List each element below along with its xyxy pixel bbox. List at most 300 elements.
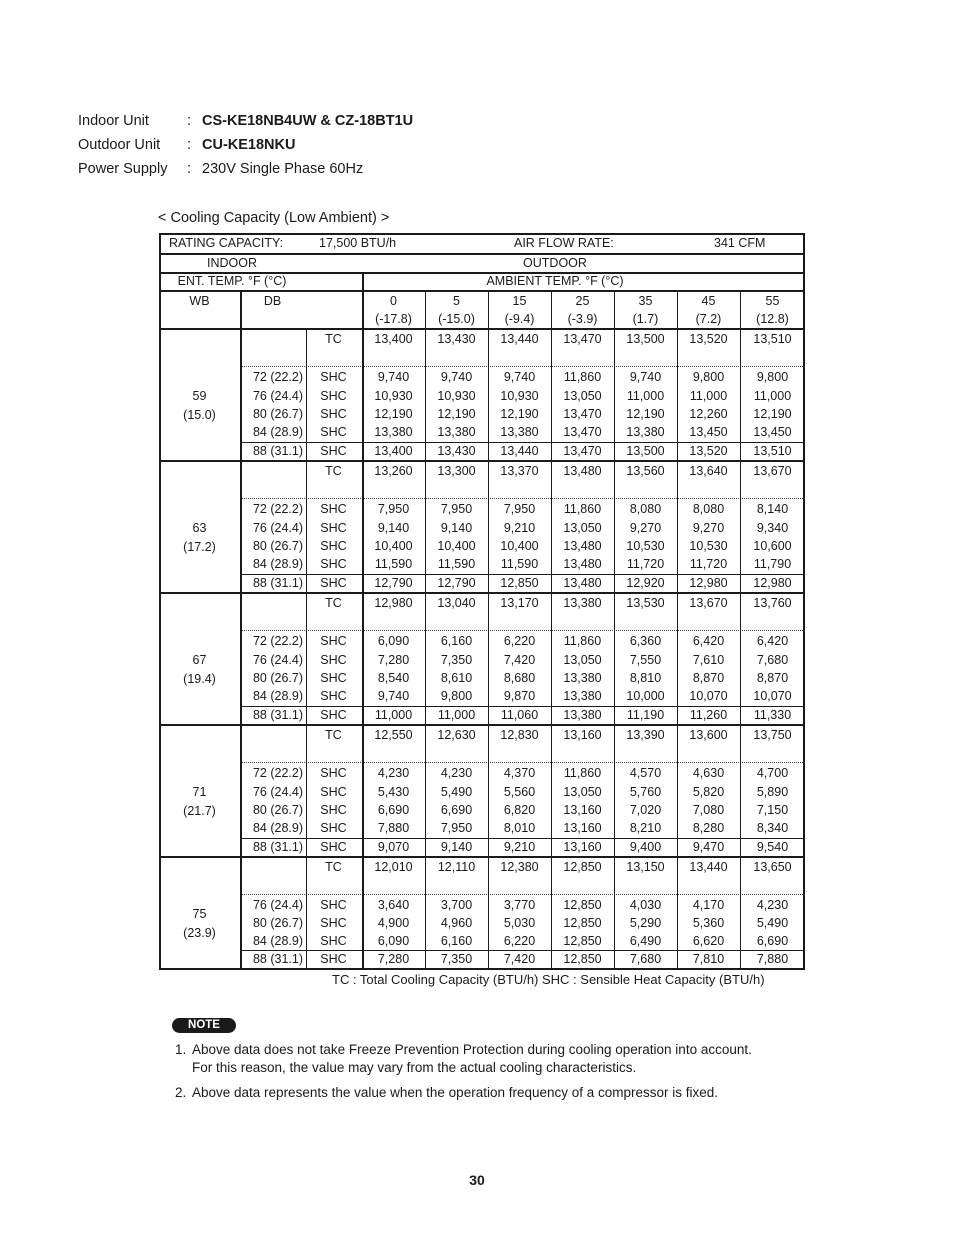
tc-value: 13,600 — [689, 728, 728, 742]
tc-value: 13,400 — [374, 332, 413, 346]
shc-value: 6,160 — [440, 934, 473, 948]
shc-value: 10,930 — [500, 388, 539, 403]
shc-value: 13,380 — [563, 707, 602, 722]
ambient-col-c: (-15.0) — [438, 312, 475, 326]
page-number: 30 — [469, 1172, 485, 1188]
shc-value: 6,360 — [629, 634, 662, 649]
tc-value: 13,370 — [500, 464, 539, 478]
shc-value: 4,900 — [377, 916, 410, 930]
ambient-col-c: (-9.4) — [504, 312, 535, 326]
shc-value: 11,190 — [626, 707, 665, 722]
shc-label: SHC — [320, 839, 347, 854]
db-value: 80 (26.7) — [252, 539, 303, 553]
shc-value: 13,380 — [563, 671, 602, 685]
shc-value: 11,860 — [563, 370, 602, 385]
shc-value: 12,190 — [437, 407, 476, 421]
shc-value: 12,980 — [753, 575, 792, 590]
shc-value: 8,080 — [692, 502, 725, 517]
shc-value: 7,350 — [440, 652, 473, 667]
shc-value: 11,860 — [563, 766, 602, 781]
shc-value: 12,790 — [437, 575, 476, 590]
tc-value: 13,520 — [689, 332, 728, 346]
shc-value: 5,290 — [629, 916, 662, 930]
shc-value: 9,270 — [692, 520, 725, 535]
table-dotted-rule — [240, 498, 805, 499]
shc-value: 12,190 — [500, 407, 539, 421]
tc-value: 13,480 — [563, 464, 602, 478]
shc-value: 12,850 — [500, 575, 539, 590]
shc-value: 13,050 — [563, 388, 602, 403]
shc-value: 13,470 — [563, 407, 602, 421]
shc-value: 5,360 — [692, 916, 725, 930]
shc-value: 13,160 — [563, 803, 602, 817]
indoor-unit-sep: : — [187, 113, 192, 129]
shc-value: 5,560 — [503, 784, 536, 799]
shc-value: 13,380 — [374, 425, 413, 440]
shc-value: 7,080 — [692, 803, 725, 817]
db-value: 88 (31.1) — [252, 707, 303, 722]
air-flow-rate-value: 341 CFM — [714, 236, 766, 250]
table-rule — [240, 574, 805, 575]
wb-value: 59 — [192, 389, 207, 403]
shc-value: 13,050 — [563, 520, 602, 535]
shc-value: 12,920 — [626, 575, 665, 590]
table-rule — [159, 328, 805, 330]
shc-value: 11,590 — [374, 557, 413, 572]
db-value: 84 (28.9) — [252, 934, 303, 948]
table-dotted-rule — [240, 630, 805, 631]
shc-value: 7,550 — [629, 652, 662, 667]
air-flow-rate-label: AIR FLOW RATE: — [514, 236, 614, 250]
shc-value: 9,740 — [503, 370, 536, 385]
db-value: 80 (26.7) — [252, 803, 303, 817]
db-value: 76 (24.4) — [252, 520, 303, 535]
shc-value: 9,070 — [377, 839, 410, 854]
power-supply-label: Power Supply — [78, 161, 168, 177]
tc-value: 13,650 — [753, 860, 792, 874]
shc-value: 13,380 — [500, 425, 539, 440]
table-rule — [425, 290, 426, 970]
note-text: Above data represents the value when the operation frequency of a compressor is fixed. — [192, 1085, 719, 1100]
wb-value-c: (19.4) — [183, 672, 216, 686]
shc-value: 12,190 — [626, 407, 665, 421]
outdoor-unit-value: CU-KE18NKU — [202, 137, 296, 153]
shc-value: 6,090 — [377, 634, 410, 649]
shc-label: SHC — [320, 934, 347, 948]
db-value: 88 (31.1) — [252, 575, 303, 590]
shc-label: SHC — [320, 502, 347, 517]
shc-value: 7,880 — [756, 952, 789, 966]
tc-label: TC — [325, 596, 342, 610]
shc-value: 8,810 — [629, 671, 662, 685]
rating-capacity-label: RATING CAPACITY: — [169, 236, 284, 250]
shc-value: 12,850 — [563, 952, 602, 966]
table-legend: TC : Total Cooling Capacity (BTU/h) SHC : Sensible Heat Capacity (BTU/h) — [332, 972, 765, 987]
outdoor-header: OUTDOOR — [523, 256, 587, 270]
rating-capacity-value: 17,500 BTU/h — [319, 236, 397, 250]
table-rule — [159, 724, 805, 726]
table-title: < Cooling Capacity (Low Ambient) > — [158, 210, 390, 226]
table-rule — [240, 442, 805, 443]
ambient-col-f: 25 — [575, 294, 590, 308]
ambient-col-c: (7.2) — [695, 312, 722, 326]
table-dotted-rule — [240, 762, 805, 763]
shc-value: 9,740 — [629, 370, 662, 385]
table-rule — [306, 328, 307, 970]
cooling-capacity-table — [159, 233, 805, 970]
shc-value: 6,820 — [503, 803, 536, 817]
shc-value: 13,160 — [563, 839, 602, 854]
shc-value: 5,820 — [692, 784, 725, 799]
tc-label: TC — [325, 860, 342, 874]
wb-value: 67 — [192, 653, 207, 667]
db-value: 88 (31.1) — [252, 952, 303, 966]
shc-value: 3,700 — [440, 898, 473, 912]
wb-value: 75 — [192, 907, 207, 921]
note-item — [175, 1041, 752, 1077]
shc-value: 9,800 — [756, 370, 789, 385]
ambient-temp-header: AMBIENT TEMP. °F (°C) — [486, 274, 624, 288]
shc-value: 4,230 — [756, 898, 789, 912]
shc-label: SHC — [320, 766, 347, 781]
shc-value: 6,160 — [440, 634, 473, 649]
tc-label: TC — [325, 332, 342, 346]
ambient-col-f: 55 — [765, 294, 780, 308]
shc-value: 8,540 — [377, 671, 410, 685]
shc-value: 5,030 — [503, 916, 536, 930]
shc-value: 5,490 — [756, 916, 789, 930]
shc-value: 9,270 — [629, 520, 662, 535]
outdoor-unit-label: Outdoor Unit — [78, 137, 161, 153]
shc-label: SHC — [320, 557, 347, 572]
note-text: Above data does not take Freeze Prevention Protection during cooling operation into account. — [192, 1042, 752, 1057]
shc-value: 11,000 — [437, 707, 476, 722]
indoor-unit-value: CS-KE18NB4UW & CZ-18BT1U — [202, 113, 414, 129]
ambient-col-c: (-3.9) — [567, 312, 598, 326]
shc-value: 6,620 — [692, 934, 725, 948]
shc-value: 9,140 — [377, 520, 410, 535]
shc-value: 7,420 — [503, 652, 536, 667]
shc-value: 10,000 — [626, 689, 665, 704]
shc-value: 9,470 — [692, 839, 725, 854]
ambient-col-c: (1.7) — [632, 312, 659, 326]
shc-value: 3,640 — [377, 898, 410, 912]
tc-value: 13,440 — [689, 860, 728, 874]
shc-label: SHC — [320, 803, 347, 817]
shc-value: 13,380 — [626, 425, 665, 440]
shc-value: 13,400 — [374, 443, 413, 458]
db-value: 76 (24.4) — [252, 388, 303, 403]
shc-value: 7,280 — [377, 952, 410, 966]
indoor-unit-line — [78, 112, 413, 130]
shc-label: SHC — [320, 425, 347, 440]
db-value: 88 (31.1) — [252, 839, 303, 854]
shc-value: 11,590 — [500, 557, 539, 572]
shc-label: SHC — [320, 407, 347, 421]
tc-value: 12,110 — [437, 860, 476, 874]
shc-value: 4,230 — [440, 766, 473, 781]
shc-value: 10,070 — [753, 689, 792, 704]
shc-value: 9,340 — [756, 520, 789, 535]
tc-value: 13,510 — [753, 332, 792, 346]
shc-value: 7,280 — [377, 652, 410, 667]
wb-value-c: (21.7) — [183, 804, 216, 818]
db-value: 76 (24.4) — [252, 652, 303, 667]
note-text-continued: For this reason, the value may vary from the actual cooling characteristics. — [192, 1060, 637, 1075]
shc-value: 13,450 — [753, 425, 792, 440]
db-value: 84 (28.9) — [252, 425, 303, 440]
outdoor-unit-sep: : — [187, 137, 192, 153]
shc-label: SHC — [320, 575, 347, 590]
shc-value: 13,470 — [563, 425, 602, 440]
shc-label: SHC — [320, 388, 347, 403]
ent-temp-header: ENT. TEMP. °F (°C) — [177, 274, 287, 288]
shc-value: 4,700 — [756, 766, 789, 781]
shc-label: SHC — [320, 916, 347, 930]
shc-label: SHC — [320, 539, 347, 553]
db-value: 84 (28.9) — [252, 821, 303, 836]
shc-label: SHC — [320, 520, 347, 535]
db-value: 84 (28.9) — [252, 689, 303, 704]
tc-value: 13,300 — [437, 464, 476, 478]
ambient-col-c: (12.8) — [756, 312, 789, 326]
shc-value: 9,800 — [440, 689, 473, 704]
table-rule — [159, 460, 805, 462]
table-rule — [551, 290, 552, 970]
shc-value: 12,850 — [563, 934, 602, 948]
ambient-col-f: 35 — [638, 294, 653, 308]
shc-value: 6,690 — [440, 803, 473, 817]
table-rule — [240, 838, 805, 839]
wb-value-c: (17.2) — [183, 540, 216, 554]
table-rule — [240, 290, 242, 970]
shc-value: 9,210 — [503, 839, 536, 854]
shc-value: 11,060 — [500, 707, 539, 722]
shc-value: 12,190 — [374, 407, 413, 421]
shc-value: 6,220 — [503, 934, 536, 948]
shc-value: 6,420 — [692, 634, 725, 649]
shc-value: 11,860 — [563, 502, 602, 517]
tc-value: 13,430 — [437, 332, 476, 346]
tc-value: 13,390 — [626, 728, 665, 742]
wb-value-c: (23.9) — [183, 926, 216, 940]
shc-value: 4,230 — [377, 766, 410, 781]
shc-value: 13,380 — [563, 689, 602, 704]
table-rule — [614, 290, 615, 970]
shc-label: SHC — [320, 821, 347, 836]
tc-value: 13,670 — [753, 464, 792, 478]
shc-label: SHC — [320, 689, 347, 704]
shc-value: 8,210 — [629, 821, 662, 836]
tc-value: 13,040 — [437, 596, 476, 610]
tc-value: 12,850 — [563, 860, 602, 874]
shc-value: 12,980 — [689, 575, 728, 590]
shc-value: 11,860 — [563, 634, 602, 649]
shc-value: 11,000 — [374, 707, 413, 722]
shc-value: 5,890 — [756, 784, 789, 799]
shc-value: 7,810 — [692, 952, 725, 966]
table-rule — [488, 290, 489, 970]
shc-value: 6,690 — [377, 803, 410, 817]
shc-value: 10,600 — [753, 539, 792, 553]
shc-value: 11,260 — [689, 707, 728, 722]
shc-value: 8,870 — [692, 671, 725, 685]
shc-value: 13,430 — [437, 443, 476, 458]
wb-value: 63 — [192, 521, 207, 535]
shc-value: 7,420 — [503, 952, 536, 966]
shc-value: 10,930 — [437, 388, 476, 403]
tc-label: TC — [325, 464, 342, 478]
db-value: 80 (26.7) — [252, 916, 303, 930]
shc-label: SHC — [320, 671, 347, 685]
note-number: 1. — [175, 1042, 187, 1057]
shc-value: 6,690 — [756, 934, 789, 948]
wb-value: 71 — [192, 785, 207, 799]
shc-label: SHC — [320, 370, 347, 385]
tc-value: 13,560 — [626, 464, 665, 478]
db-value: 80 (26.7) — [252, 407, 303, 421]
shc-value: 9,870 — [503, 689, 536, 704]
shc-value: 13,470 — [563, 443, 602, 458]
tc-value: 13,260 — [374, 464, 413, 478]
shc-value: 11,330 — [753, 707, 792, 722]
shc-value: 10,530 — [689, 539, 728, 553]
shc-label: SHC — [320, 898, 347, 912]
shc-label: SHC — [320, 784, 347, 799]
shc-value: 8,870 — [756, 671, 789, 685]
shc-value: 9,800 — [692, 370, 725, 385]
tc-value: 12,630 — [437, 728, 476, 742]
shc-value: 13,510 — [753, 443, 792, 458]
tc-value: 13,470 — [563, 332, 602, 346]
tc-value: 13,530 — [626, 596, 665, 610]
table-dotted-rule — [240, 894, 805, 895]
shc-label: SHC — [320, 952, 347, 966]
shc-value: 4,570 — [629, 766, 662, 781]
shc-value: 3,770 — [503, 898, 536, 912]
shc-value: 8,080 — [629, 502, 662, 517]
shc-value: 13,050 — [563, 784, 602, 799]
table-rule — [240, 706, 805, 707]
note-badge: NOTE — [172, 1018, 236, 1033]
table-rule — [362, 272, 364, 970]
shc-value: 9,740 — [377, 370, 410, 385]
db-value: 88 (31.1) — [252, 443, 303, 458]
table-rule — [740, 290, 741, 970]
shc-value: 11,720 — [626, 557, 665, 572]
shc-label: SHC — [320, 634, 347, 649]
db-value: 76 (24.4) — [252, 898, 303, 912]
wb-value-c: (15.0) — [183, 408, 216, 422]
shc-value: 10,400 — [500, 539, 539, 553]
tc-value: 12,830 — [500, 728, 539, 742]
shc-value: 13,050 — [563, 652, 602, 667]
tc-value: 13,640 — [689, 464, 728, 478]
shc-value: 6,090 — [377, 934, 410, 948]
ambient-col-f: 0 — [390, 294, 397, 308]
shc-value: 13,480 — [563, 575, 602, 590]
shc-value: 8,010 — [503, 821, 536, 836]
shc-value: 10,400 — [374, 539, 413, 553]
shc-value: 12,850 — [563, 916, 602, 930]
shc-value: 9,540 — [756, 839, 789, 854]
tc-value: 13,500 — [626, 332, 665, 346]
shc-value: 7,950 — [503, 502, 536, 517]
tc-value: 12,550 — [374, 728, 413, 742]
tc-value: 12,380 — [500, 860, 539, 874]
shc-value: 11,000 — [689, 388, 728, 403]
shc-value: 11,590 — [437, 557, 476, 572]
db-header: DB — [263, 294, 282, 308]
table-rule — [159, 592, 805, 594]
shc-value: 11,790 — [753, 557, 792, 572]
shc-value: 12,850 — [563, 898, 602, 912]
shc-value: 10,930 — [374, 388, 413, 403]
shc-value: 10,070 — [689, 689, 728, 704]
db-value: 80 (26.7) — [252, 671, 303, 685]
table-rule — [677, 290, 678, 970]
indoor-header: INDOOR — [207, 256, 257, 270]
shc-label: SHC — [320, 443, 347, 458]
shc-value: 8,340 — [756, 821, 789, 836]
note-item — [175, 1084, 718, 1102]
power-supply-value: 230V Single Phase 60Hz — [202, 161, 364, 177]
db-value: 72 (22.2) — [252, 766, 303, 781]
shc-value: 9,140 — [440, 839, 473, 854]
shc-value: 5,760 — [629, 784, 662, 799]
db-value: 76 (24.4) — [252, 784, 303, 799]
db-value: 84 (28.9) — [252, 557, 303, 572]
ambient-col-f: 15 — [512, 294, 527, 308]
shc-value: 7,950 — [440, 502, 473, 517]
db-value: 72 (22.2) — [252, 502, 303, 517]
shc-value: 13,380 — [437, 425, 476, 440]
shc-value: 5,490 — [440, 784, 473, 799]
outdoor-unit-line — [78, 136, 295, 154]
shc-value: 4,630 — [692, 766, 725, 781]
tc-label: TC — [325, 728, 342, 742]
shc-value: 4,030 — [629, 898, 662, 912]
shc-label: SHC — [320, 707, 347, 722]
shc-value: 10,400 — [437, 539, 476, 553]
shc-value: 8,280 — [692, 821, 725, 836]
shc-value: 4,170 — [692, 898, 725, 912]
shc-value: 9,140 — [440, 520, 473, 535]
shc-value: 8,610 — [440, 671, 473, 685]
shc-value: 9,210 — [503, 520, 536, 535]
note-number: 2. — [175, 1085, 187, 1100]
shc-value: 6,220 — [503, 634, 536, 649]
shc-value: 7,680 — [756, 652, 789, 667]
shc-value: 13,480 — [563, 557, 602, 572]
shc-label: SHC — [320, 652, 347, 667]
table-rule — [159, 856, 805, 858]
shc-value: 7,950 — [377, 502, 410, 517]
tc-value: 13,150 — [626, 860, 665, 874]
tc-value: 12,980 — [374, 596, 413, 610]
table-rule — [159, 290, 805, 292]
db-value: 72 (22.2) — [252, 634, 303, 649]
shc-value: 13,160 — [563, 821, 602, 836]
shc-value: 5,430 — [377, 784, 410, 799]
shc-value: 9,400 — [629, 839, 662, 854]
shc-value: 8,140 — [756, 502, 789, 517]
shc-value: 4,370 — [503, 766, 536, 781]
tc-value: 12,010 — [374, 860, 413, 874]
wb-header: WB — [189, 294, 210, 308]
shc-value: 7,350 — [440, 952, 473, 966]
shc-value: 7,150 — [756, 803, 789, 817]
